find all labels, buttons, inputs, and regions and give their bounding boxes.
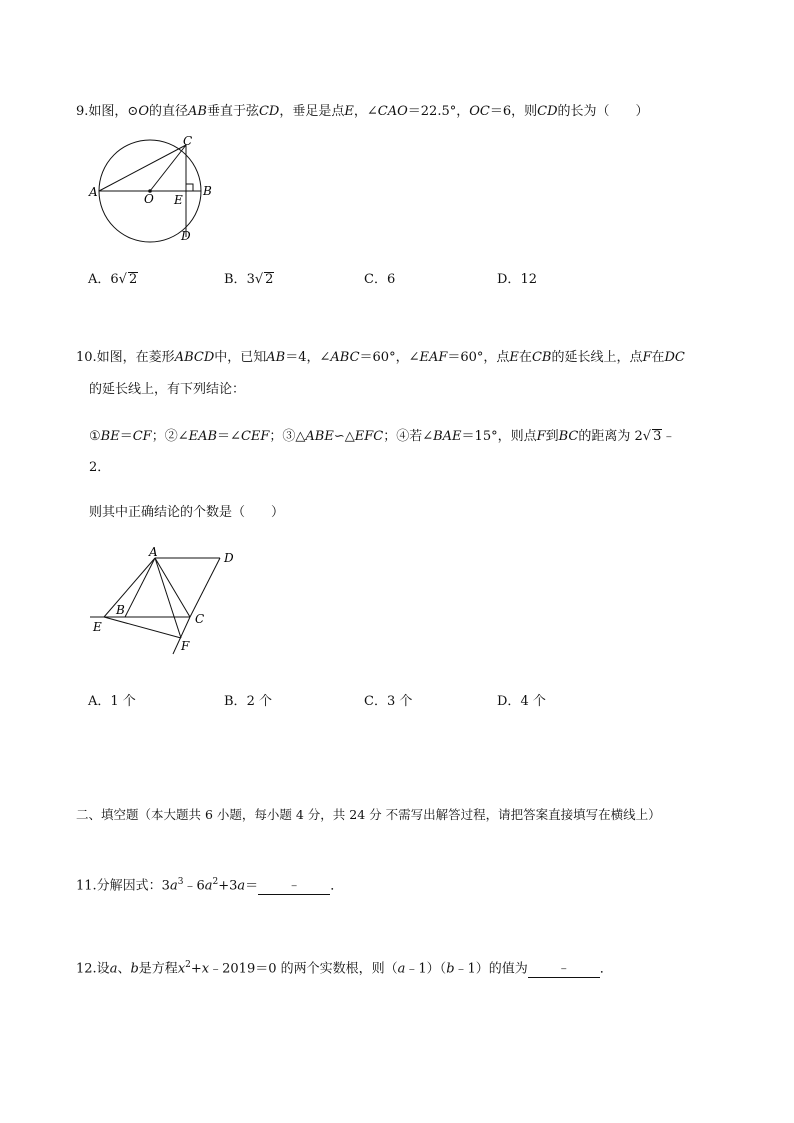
q10-side-dc — [190, 558, 220, 617]
q10-label-a: A — [149, 545, 158, 559]
q10-segment-af — [155, 558, 181, 638]
q11-answer-blank[interactable]: ﹣ — [258, 880, 330, 895]
q10-line1: 10.如图，在菱形ABCD中，已知AB＝4，∠ABC＝60°，∠EAF＝60°，点E在CB的延长线上，点F在DC — [76, 350, 685, 365]
q10-option-d[interactable]: D．4 个 — [497, 694, 546, 709]
q10-line4: 2． — [89, 460, 111, 475]
q10-label-c: C — [195, 612, 205, 626]
q10-line2: 的延长线上，有下列结论： — [89, 382, 246, 397]
q10-conclusions: ①BE＝CF；②∠EAB＝∠CEF；③△ABE∽△EFC；④若∠BAE＝15°，则点F到BC的距离为 2√ 3﹣ — [89, 429, 676, 444]
q9-label-d: D — [181, 229, 191, 243]
q9-chord-ac — [99, 145, 186, 191]
q10-figure — [85, 542, 245, 658]
section2-heading: 二、填空题（本大题共 6 小题，每小题 4 分，共 24 分 不需写出解答过程，请把答案直接填写在横线上） — [76, 807, 661, 822]
q10-label-e: E — [93, 620, 102, 634]
q12-line: 12.设a、b是方程$x^2+x﹣2019=0$ 的两个实数根，则（a﹣1）（b﹣1）的值为 ﹣ ． — [76, 960, 613, 977]
q10-label-f: F — [181, 639, 190, 653]
q9-option-c[interactable]: C．6 — [364, 272, 396, 287]
q9-label-b: B — [203, 184, 212, 198]
q10-diagonal-ac — [155, 558, 190, 617]
q9-figure — [85, 132, 220, 247]
q9-option-b[interactable]: B．3√ 2 — [224, 272, 274, 287]
q10-label-d: D — [224, 551, 234, 565]
q9-stem: 9.如图，⊙O的直径AB垂直于弦CD，垂足是点E，∠CAO＝22.5°，OC＝6，则CD的长为（ ） — [76, 104, 649, 119]
q10-option-c[interactable]: C．3 个 — [364, 694, 413, 709]
q10-segment-ef — [104, 617, 181, 638]
q10-question: 则其中正确结论的个数是（ ） — [89, 505, 285, 520]
q9-label-c: C — [183, 134, 193, 148]
q9-option-d[interactable]: D．12 — [497, 272, 537, 287]
q9-label-e: E — [174, 193, 183, 207]
q9-label-a: A — [89, 185, 98, 199]
q10-option-b[interactable]: B．2 个 — [224, 694, 272, 709]
q11-line: 11.分解因式：$3a^3﹣6a^2+3a=$ ﹣ ． — [76, 877, 344, 894]
q9-radius-oc — [150, 145, 186, 191]
q10-option-a[interactable]: A．1 个 — [88, 694, 136, 709]
q9-option-a[interactable]: A．6√ 2 — [88, 272, 138, 287]
q9-right-angle-mark — [186, 184, 193, 191]
q12-answer-blank[interactable]: ﹣ — [528, 963, 600, 978]
q10-label-b: B — [116, 603, 125, 617]
q9-label-o: O — [144, 192, 154, 206]
